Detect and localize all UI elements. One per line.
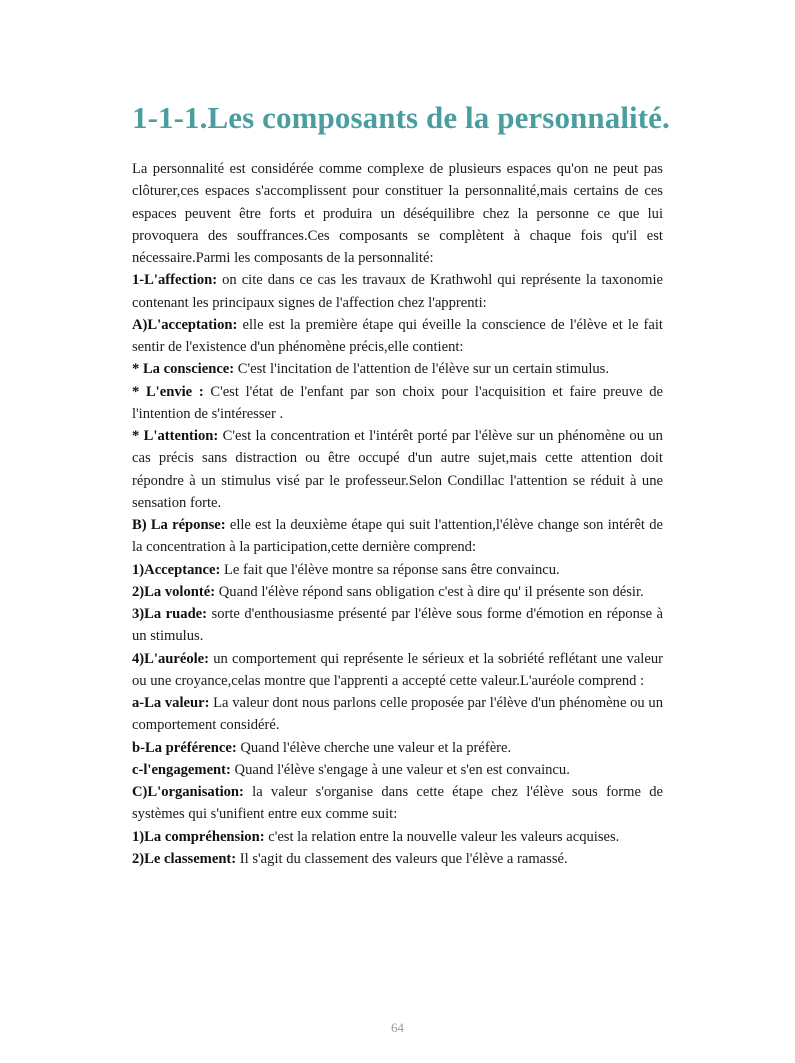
- paragraph: [132, 158, 663, 269]
- term-label: 2)Le classement:: [132, 850, 237, 867]
- paragraph: [132, 269, 663, 314]
- term-label: * L'attention:: [132, 428, 219, 444]
- paragraph: [132, 759, 663, 781]
- paragraph: [132, 737, 663, 759]
- term-label: 4)L'auréole:: [132, 650, 210, 667]
- paragraph-text: la valeur s'organise dans cette étape chez l'élève sous forme de systèmes qui s'unifient entre eux comme suit:: [132, 784, 663, 823]
- paragraph-text: Il s'agit du classement des valeurs que l'élève a ramassé.: [236, 850, 568, 867]
- section-heading: 1-1-1.Les composants de la personnalité.: [132, 100, 670, 135]
- term-label: 3)La ruade:: [132, 606, 208, 622]
- paragraph-text: on cite dans ce cas les travaux de Krathwohl qui représente la taxonomie contenant les principaux signes de l'affection chez l'apprenti:: [132, 272, 663, 311]
- paragraph: [132, 559, 663, 581]
- paragraph: [132, 314, 663, 359]
- term-label: b-La préférence:: [132, 739, 237, 756]
- paragraph-text: C'est l'incitation de l'attention de l'élève sur un certain stimulus.: [234, 361, 610, 378]
- term-label: a-La valeur:: [132, 695, 210, 711]
- paragraph: [132, 425, 663, 514]
- paragraph-text: C'est l'état de l'enfant par son choix pour l'acquisition et faire preuve de l'intention de s'intéresser .: [132, 383, 664, 422]
- paragraph-text: Quand l'élève cherche une valeur et la préfère.: [236, 739, 512, 756]
- paragraph: [132, 381, 663, 426]
- page-number: 64: [391, 1020, 404, 1035]
- paragraph-text: Le fait que l'élève montre sa réponse sans être convaincu.: [220, 561, 560, 578]
- paragraph-text: C'est la concentration et l'intérêt porté par l'élève sur un phénomène ou un cas précis sans distraction ou être occupé d'un autre sujet,mais cette attention doit répondre à un stimulus visé par le professeur.Selon Condillac l'attention se réduit à une sensation forte.: [132, 428, 663, 511]
- paragraph-text: elle est la première étape qui éveille la conscience de l'élève et le fait sentir de l'existence d'un phénomène précis,elle contient:: [132, 316, 663, 355]
- paragraph-text: sorte d'enthousiasme présenté par l'élève sous forme d'émotion en réponse à un stimulus.: [132, 606, 664, 645]
- paragraph-text: Quand l'élève répond sans obligation c'est à dire qu' il présente son désir.: [215, 583, 644, 600]
- term-label: 1)La compréhension:: [132, 828, 265, 845]
- paragraph: [132, 581, 663, 603]
- paragraph: [132, 603, 663, 648]
- term-label: 1)Acceptance:: [132, 561, 221, 578]
- term-label: 1-L'affection:: [132, 272, 218, 289]
- term-label: B) La réponse:: [132, 517, 226, 533]
- paragraph: [132, 826, 663, 848]
- term-label: c-l'engagement:: [132, 761, 231, 778]
- term-label: * La conscience:: [132, 361, 235, 378]
- paragraph-text: un comportement qui représente le sérieux et la sobriété reflétant une valeur ou une croyance,celas montre que l'apprenti a accepté cette valeur.L'auréole comprend :: [132, 650, 663, 689]
- paragraph-text: Quand l'élève s'engage à une valeur et s'en est convaincu.: [230, 761, 570, 778]
- term-label: * L'envie :: [132, 383, 204, 400]
- term-label: A)L'acceptation:: [132, 316, 238, 333]
- paragraph-text: La personnalité est considérée comme complexe de plusieurs espaces qu'on ne peut pas clôturer,ces espaces s'accomplissent pour constituer la personnalité,mais certains de ces espaces peuvent être forts et produira un déséquilibre chez la personne ce que lui provoquera des souffrances.Ces composants se complètent à chaque fois qu'il est nécessaire.Parmi les composants de la personnalité:: [132, 161, 663, 266]
- paragraph: [132, 648, 663, 693]
- paragraph: [132, 781, 663, 826]
- paragraph: [132, 692, 663, 737]
- paragraph-text: elle est la deuxième étape qui suit l'attention,l'élève change son intérêt de la concentration à la participation,cette dernière comprend:: [132, 517, 663, 556]
- term-label: C)L'organisation:: [132, 784, 244, 800]
- paragraph-text: La valeur dont nous parlons celle proposée par l'élève d'un phénomène ou un comportement considéré.: [132, 695, 663, 734]
- paragraph: [132, 848, 663, 870]
- body-text: [132, 158, 663, 870]
- paragraph: [132, 358, 663, 380]
- term-label: 2)La volonté:: [132, 583, 216, 600]
- paragraph: [132, 514, 663, 559]
- paragraph-text: c'est la relation entre la nouvelle valeur les valeurs acquises.: [264, 828, 620, 845]
